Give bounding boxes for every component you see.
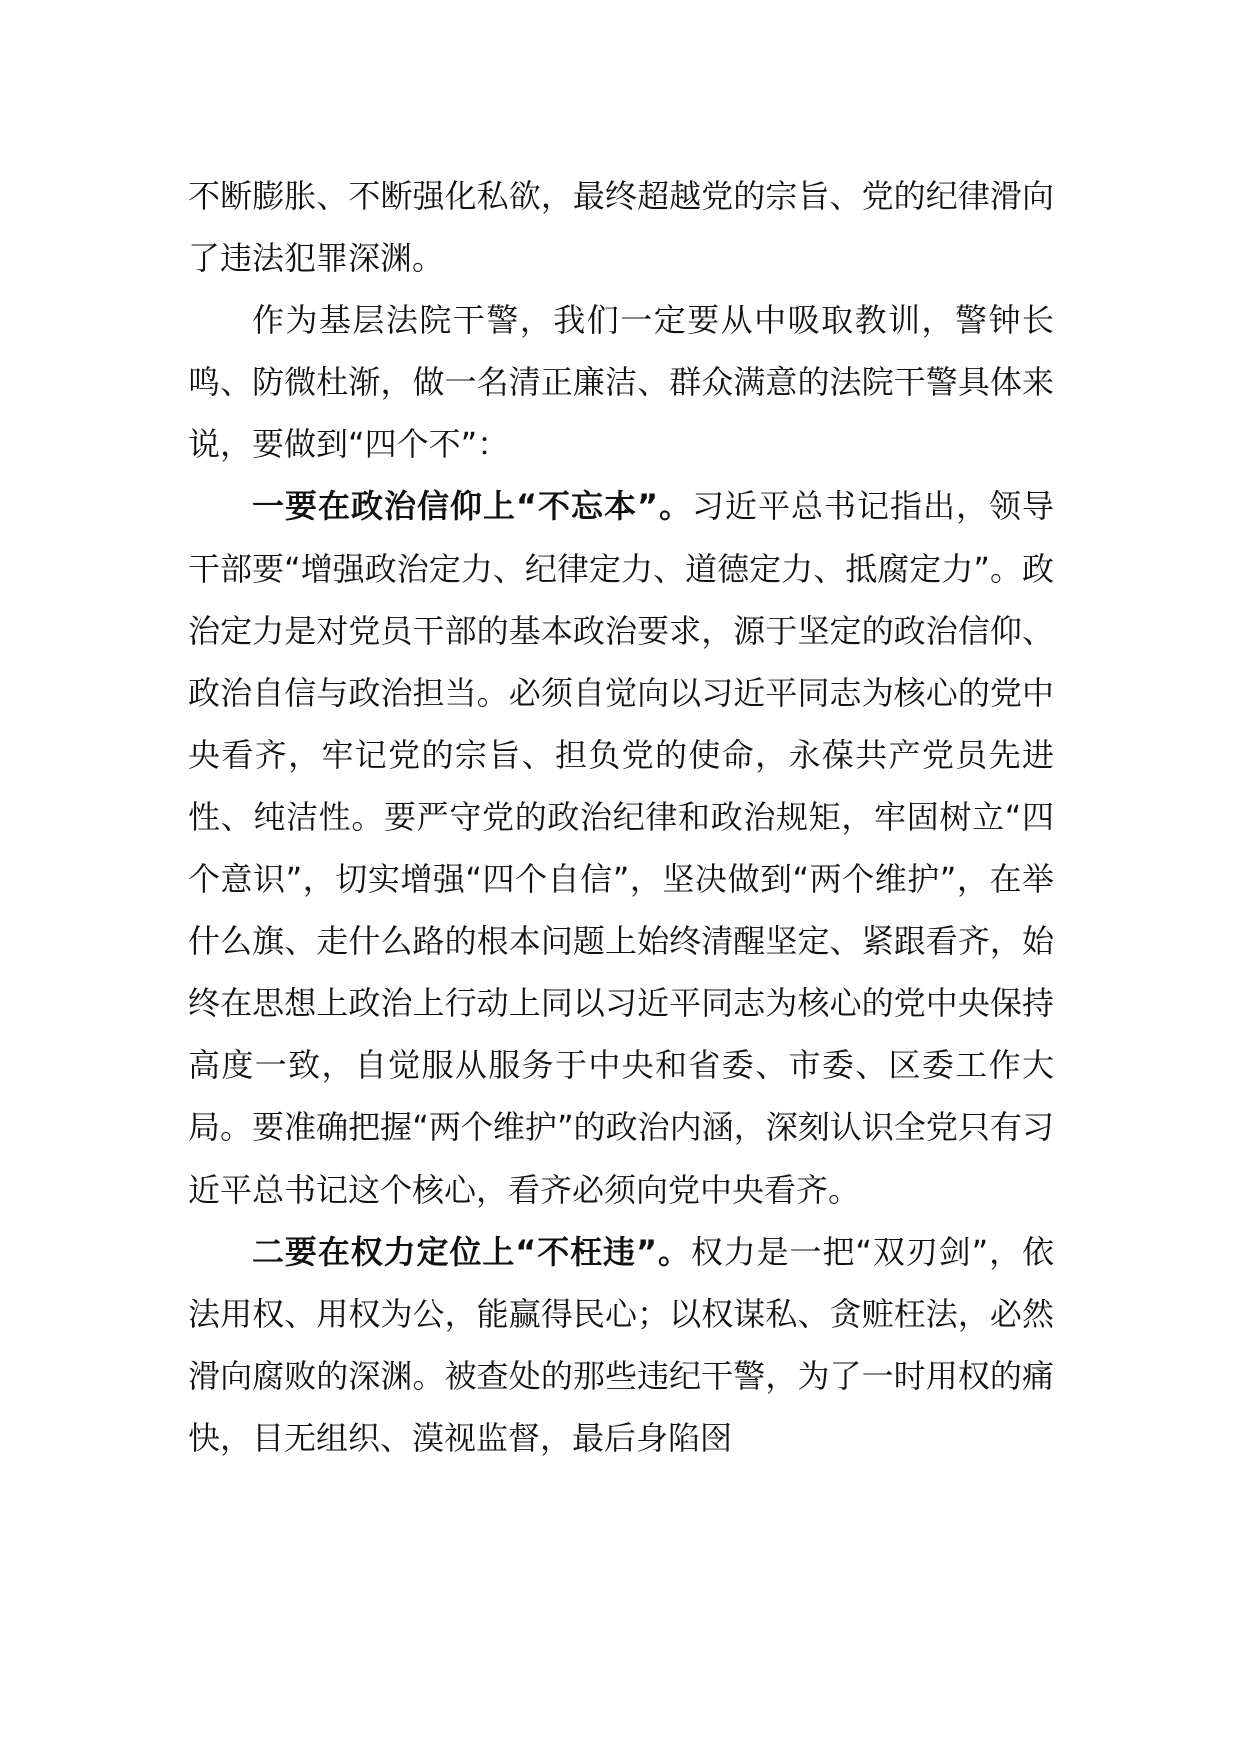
paragraph-intro [188, 289, 1054, 475]
paragraph-lead-heading: 二要在权力定位上“不枉违”。 [252, 1232, 691, 1271]
paragraph-text: 习近平总书记指出，领导干部要“增强政治定力、纪律定力、道德定力、抵腐定力”。政治定力是对党员干部的基本政治要求，源于坚定的政治信仰、政治自信与政治担当。必须自觉向以习近平同志为核心的党中央看齐，牢记党的宗旨、担负党的使命，永葆共产党员先进性、纯洁性。要严守党的政治纪律和政治规矩，牢固树立“四个意识”，切实增强“四个自信”，坚决做到“两个维护”，在举什么旗、走什么路的根本问题上始终清醒坚定、紧跟看齐，始终在思想上政治上行动上同以习近平同志为核心的党中央保持高度一致，自觉服从服务于中央和省委、市委、区委工作大局。要准确把握“两个维护”的政治内涵，深刻认识全党只有习近平总书记这个核心，看齐必须向党中央看齐。 [188, 487, 1054, 1209]
paragraph-text: 权力是一把“双刃剑”，依法用权、用权为公，能赢得民心；以权谋私、贪赃枉法，必然滑向腐败的深渊。被查处的那些违纪干警，为了一时用权的痛快，目无组织、漠视监督，最后身陷囹 [188, 1232, 1054, 1457]
paragraph-lead-heading: 一要在政治信仰上“不忘本”。 [252, 487, 693, 526]
paragraph-text: 不断膨胀、不断强化私欲，最终超越党的宗旨、党的纪律滑向了违法犯罪深渊。 [188, 177, 1054, 278]
paragraph-point-one [188, 475, 1054, 1220]
paragraph-text: 作为基层法院干警，我们一定要从中吸取教训，警钟长鸣、防微杜渐，做一名清正廉洁、群众满意的法院干警具体来说，要做到“四个不”： [188, 301, 1054, 464]
paragraph-point-two [188, 1221, 1054, 1469]
document-body [188, 165, 1054, 1469]
paragraph-continuation [188, 165, 1054, 289]
